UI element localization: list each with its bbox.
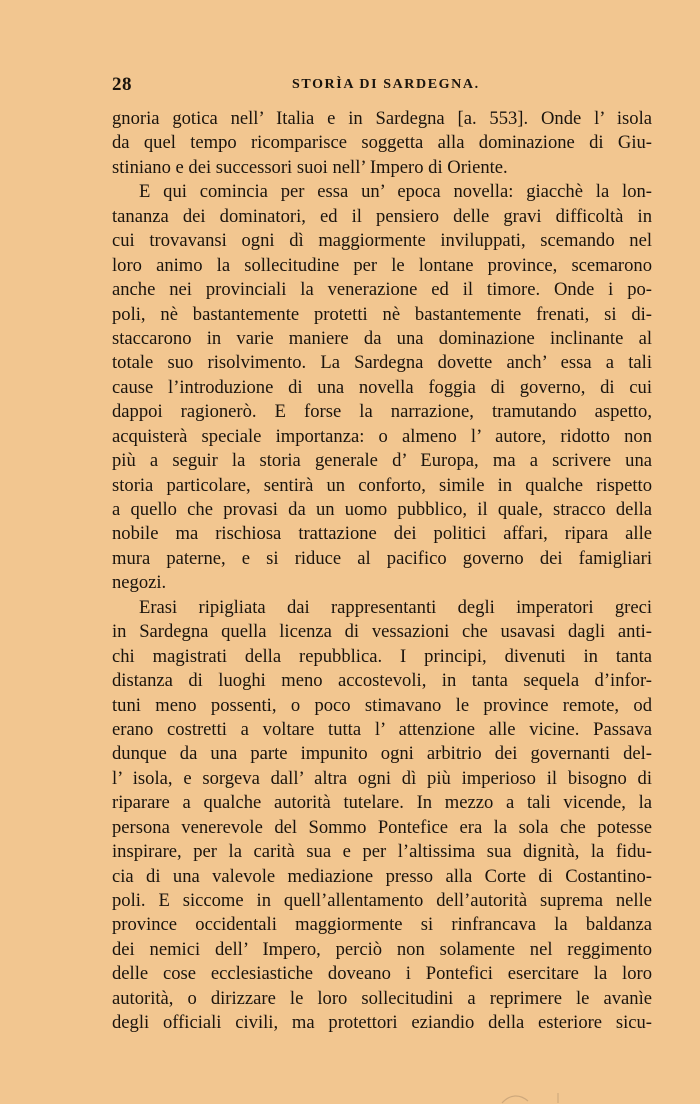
text-line: staccarono in varie maniere da una dominazione inclinante al (112, 327, 652, 349)
page-header (112, 74, 652, 98)
text-line: persona venerevole del Sommo Pontefice era la sola che potesse (112, 816, 652, 838)
text-line: stiniano e dei successori suoi nell’ Impero di Oriente. (112, 156, 508, 178)
text-line: cause l’introduzione di una novella foggia di governo, di cui (112, 376, 652, 398)
scan-watermark-mark (500, 1092, 570, 1104)
text-line: autorità, o dirizzare le loro sollecitudini a reprimere le avanìe (112, 987, 652, 1009)
text-line: acquisterà speciale importanza: o almeno l’ autore, ridotto non (112, 425, 652, 447)
text-line: poli, nè bastantemente protetti nè bastantemente frenati, si di- (112, 303, 652, 325)
text-line: gnoria gotica nell’ Italia e in Sardegna [a. 553]. Onde l’ isola (112, 108, 652, 129)
text-line: in Sardegna quella licenza di vessazioni che usavasi dagli anti- (112, 621, 652, 643)
text-line: delle cose ecclesiastiche doveano i Pontefici esercitare la loro (112, 963, 652, 985)
text-line: dappoi ragionerò. E forse la narrazione, tramutando aspetto, (112, 401, 652, 423)
text-line: da quel tempo ricomparisce soggetta alla dominazione di Giu- (112, 132, 652, 154)
page-number: 28 (112, 74, 132, 95)
text-line: cia di una valevole mediazione presso alla Corte di Costantino- (112, 865, 652, 887)
text-line: dei nemici dell’ Impero, perciò non solamente nel reggimento (112, 938, 652, 960)
text-line: loro animo la sollecitudine per le lontane province, scemarono (112, 254, 652, 276)
text-line: province occidentali maggiormente si rinfrancava la baldanza (112, 914, 652, 936)
text-line: dunque da una parte impunito ogni arbitrio dei governanti del- (112, 743, 652, 765)
text-line: a quello che provasi da un uomo pubblico, il quale, stracco della (112, 499, 652, 520)
text-line: E qui comincia per essa un’ epoca novella: giacchè la lon- (139, 181, 652, 203)
text-line: tuni meno possenti, o poco stimavano le province remote, od (112, 694, 652, 716)
text-line: l’ isola, e sorgeva dall’ altra ogni dì più imperioso il bisogno di (112, 767, 652, 789)
text-line: poli. E siccome in quell’allentamento dell’autorità suprema nelle (112, 890, 652, 911)
text-line: totale suo risolvimento. La Sardegna dovette anch’ essa a tali (112, 352, 652, 374)
text-line: tananza dei dominatori, ed il pensiero delle gravi difficoltà in (112, 205, 652, 227)
running-title: STORÌA DI SARDEGNA. (292, 77, 480, 92)
text-line: anche nei provinciali la venerazione ed il timore. Onde i po- (112, 279, 652, 301)
text-line: negozi. (112, 572, 167, 594)
text-line: nobile ma rischiosa trattazione dei politici affari, ripara alle (112, 523, 652, 545)
text-line: più a seguir la storia generale d’ Europa, ma a scrivere una (112, 450, 652, 472)
text-line: cui trovavansi ogni dì maggiormente inviluppati, scemando nel (112, 230, 652, 252)
text-line: inspirare, per la carità sua e per l’altissima sua dignità, la fidu- (112, 841, 652, 863)
text-line: degli officiali civili, ma protettori eziandio della esteriore sicu- (112, 1012, 652, 1034)
text-line: riparare a qualche autorità tutelare. In mezzo a tali vicende, la (112, 792, 652, 814)
text-line: chi magistrati della repubblica. I principi, divenuti in tanta (112, 645, 652, 667)
text-line: storia particolare, sentirà un conforto, simile in qualche rispetto (112, 474, 652, 496)
body-text (112, 107, 652, 1036)
text-line: erano costretti a voltare tutta l’ attenzione alle vicine. Passava (112, 718, 652, 740)
text-line: distanza di luoghi meno accostevoli, in tanta sequela d’infor- (112, 670, 652, 692)
text-line: Erasi ripigliata dai rappresentanti degli imperatori greci (139, 596, 652, 618)
text-line: mura paterne, e si riduce al pacifico governo dei famigliari (112, 547, 652, 569)
